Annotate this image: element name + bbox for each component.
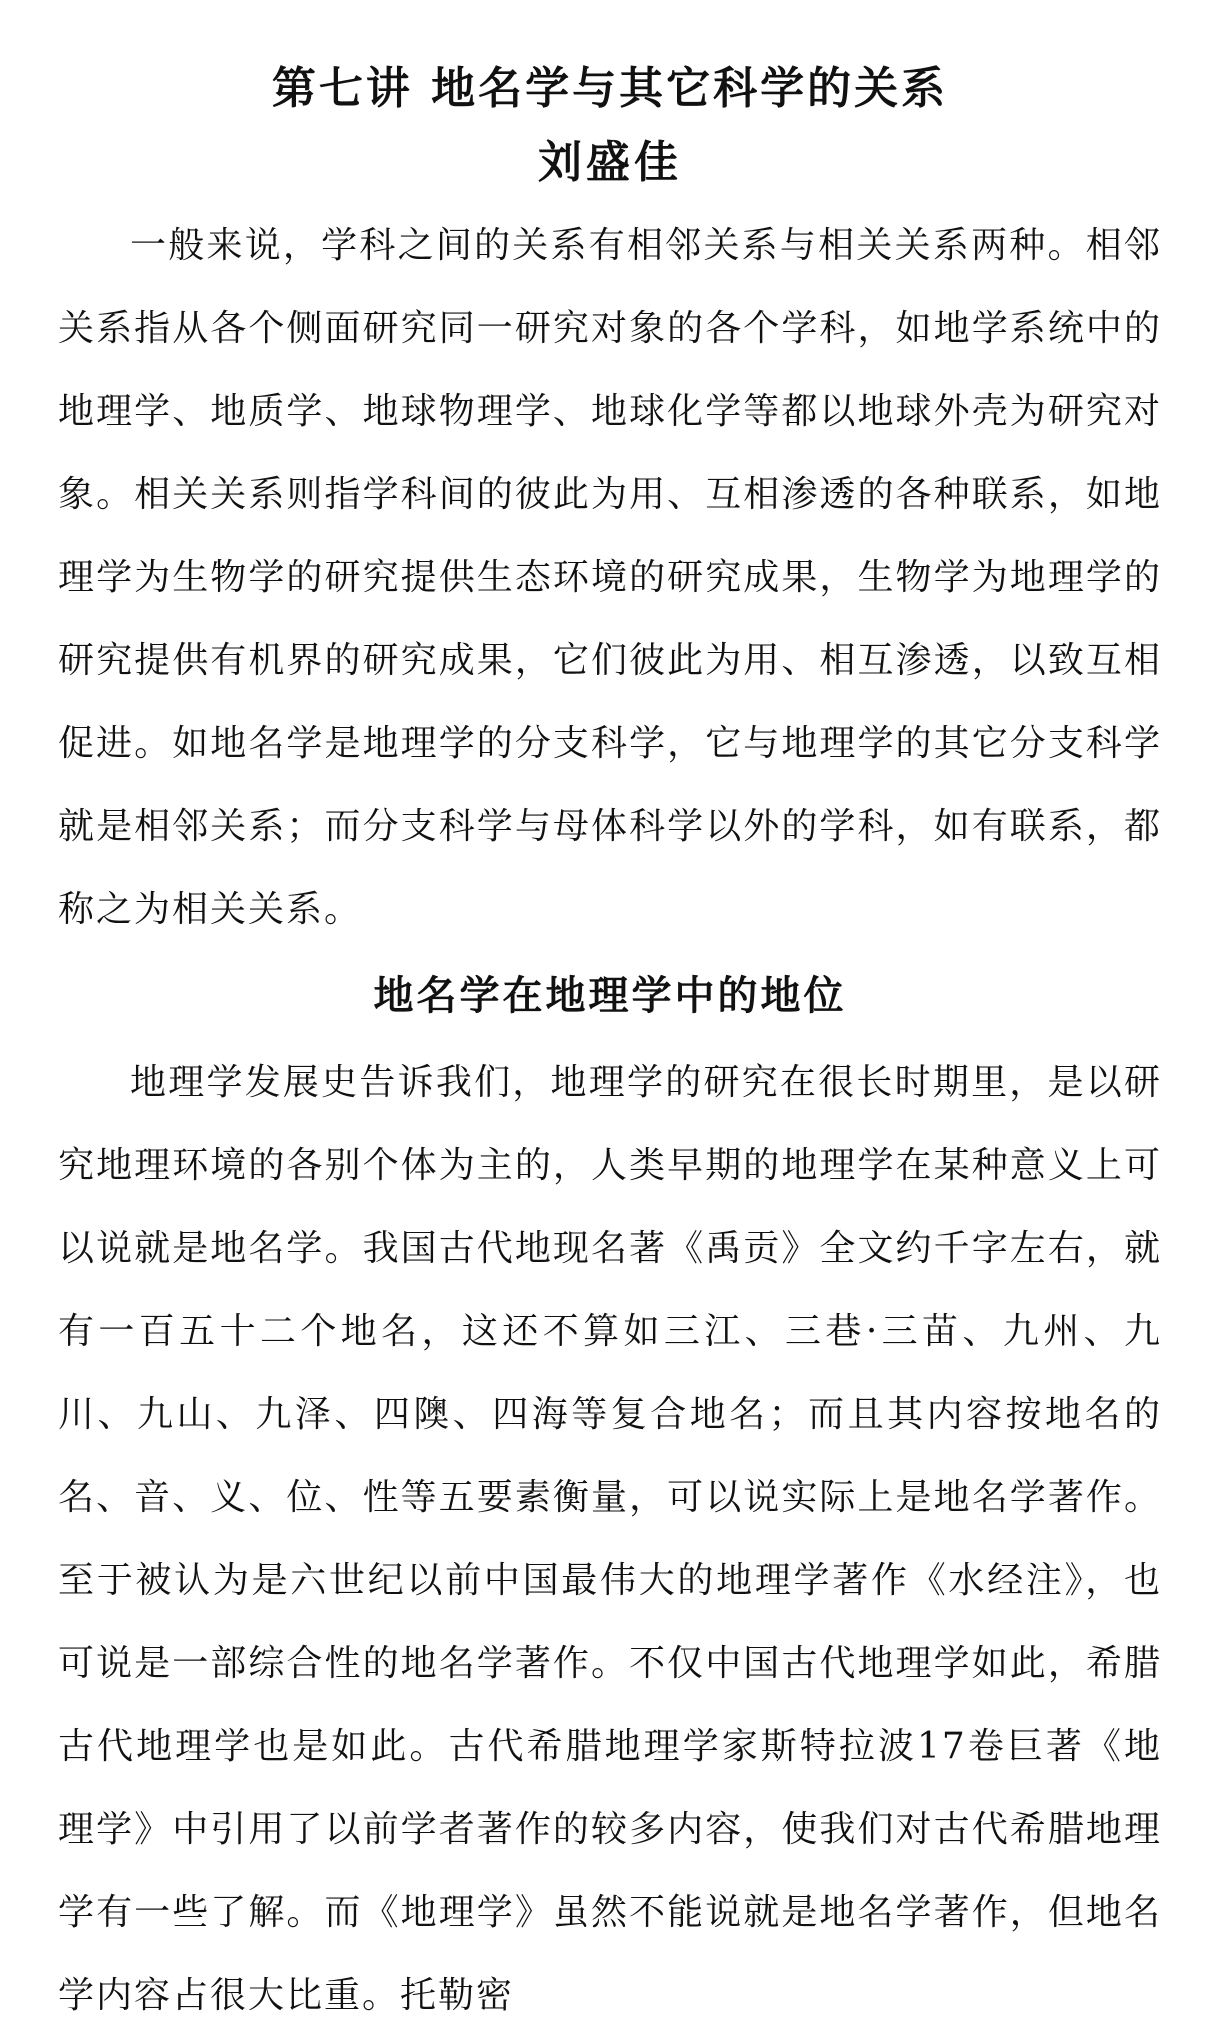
document-page	[58, 52, 1162, 2037]
page-title: 第七讲 地名学与其它科学的关系	[271, 63, 949, 114]
section-heading: 地名学在地理学中的地位	[373, 972, 847, 1019]
intro-paragraph: 一般来说，学科之间的关系有相邻关系与相关关系两种。相邻关系指从各个侧面研究同一研究对象的各个学科，如地学系统中的地理学、地质学、地球物理学、地球化学等都以地球外壳为研究对象。相关关系则指学科间的彼此为用、互相渗透的各种联系，如地理学为生物学的研究提供生态环境的研究成果，生物学为地理学的研究提供有机界的研究成果，它们彼此为用、相互渗透，以致互相促进。如地名学是地理学的分支科学，它与地理学的其它分支科学就是相邻关系；而分支科学与母体科学以外的学科，如有联系，都称之为相关关系。	[58, 225, 1162, 930]
section-paragraph: 地理学发展史告诉我们，地理学的研究在很长时期里，是以研究地理环境的各别个体为主的，人类早期的地理学在某种意义上可以说就是地名学。我国古代地现名著《禹贡》全文约千字左右，就有一百五十二个地名，这还不算如三江、三巷·三苗、九州、九川、九山、九泽、四隩、四海等复合地名；而且其内容按地名的名、音、义、位、性等五要素衡量，可以说实际上是地名学著作。至于被认为是六世纪以前中国最伟大的地理学著作《水经注》，也可说是一部综合性的地名学著作。不仅中国古代地理学如此，希腊古代地理学也是如此。古代希腊地理学家斯特拉波17卷巨著《地理学》中引用了以前学者著作的较多内容，使我们对古代希腊地理学有一些了解。而《地理学》虽然不能说就是地名学著作，但地名学内容占很大比重。托勒密	[58, 1062, 1162, 2016]
author-name: 刘盛佳	[538, 137, 682, 188]
